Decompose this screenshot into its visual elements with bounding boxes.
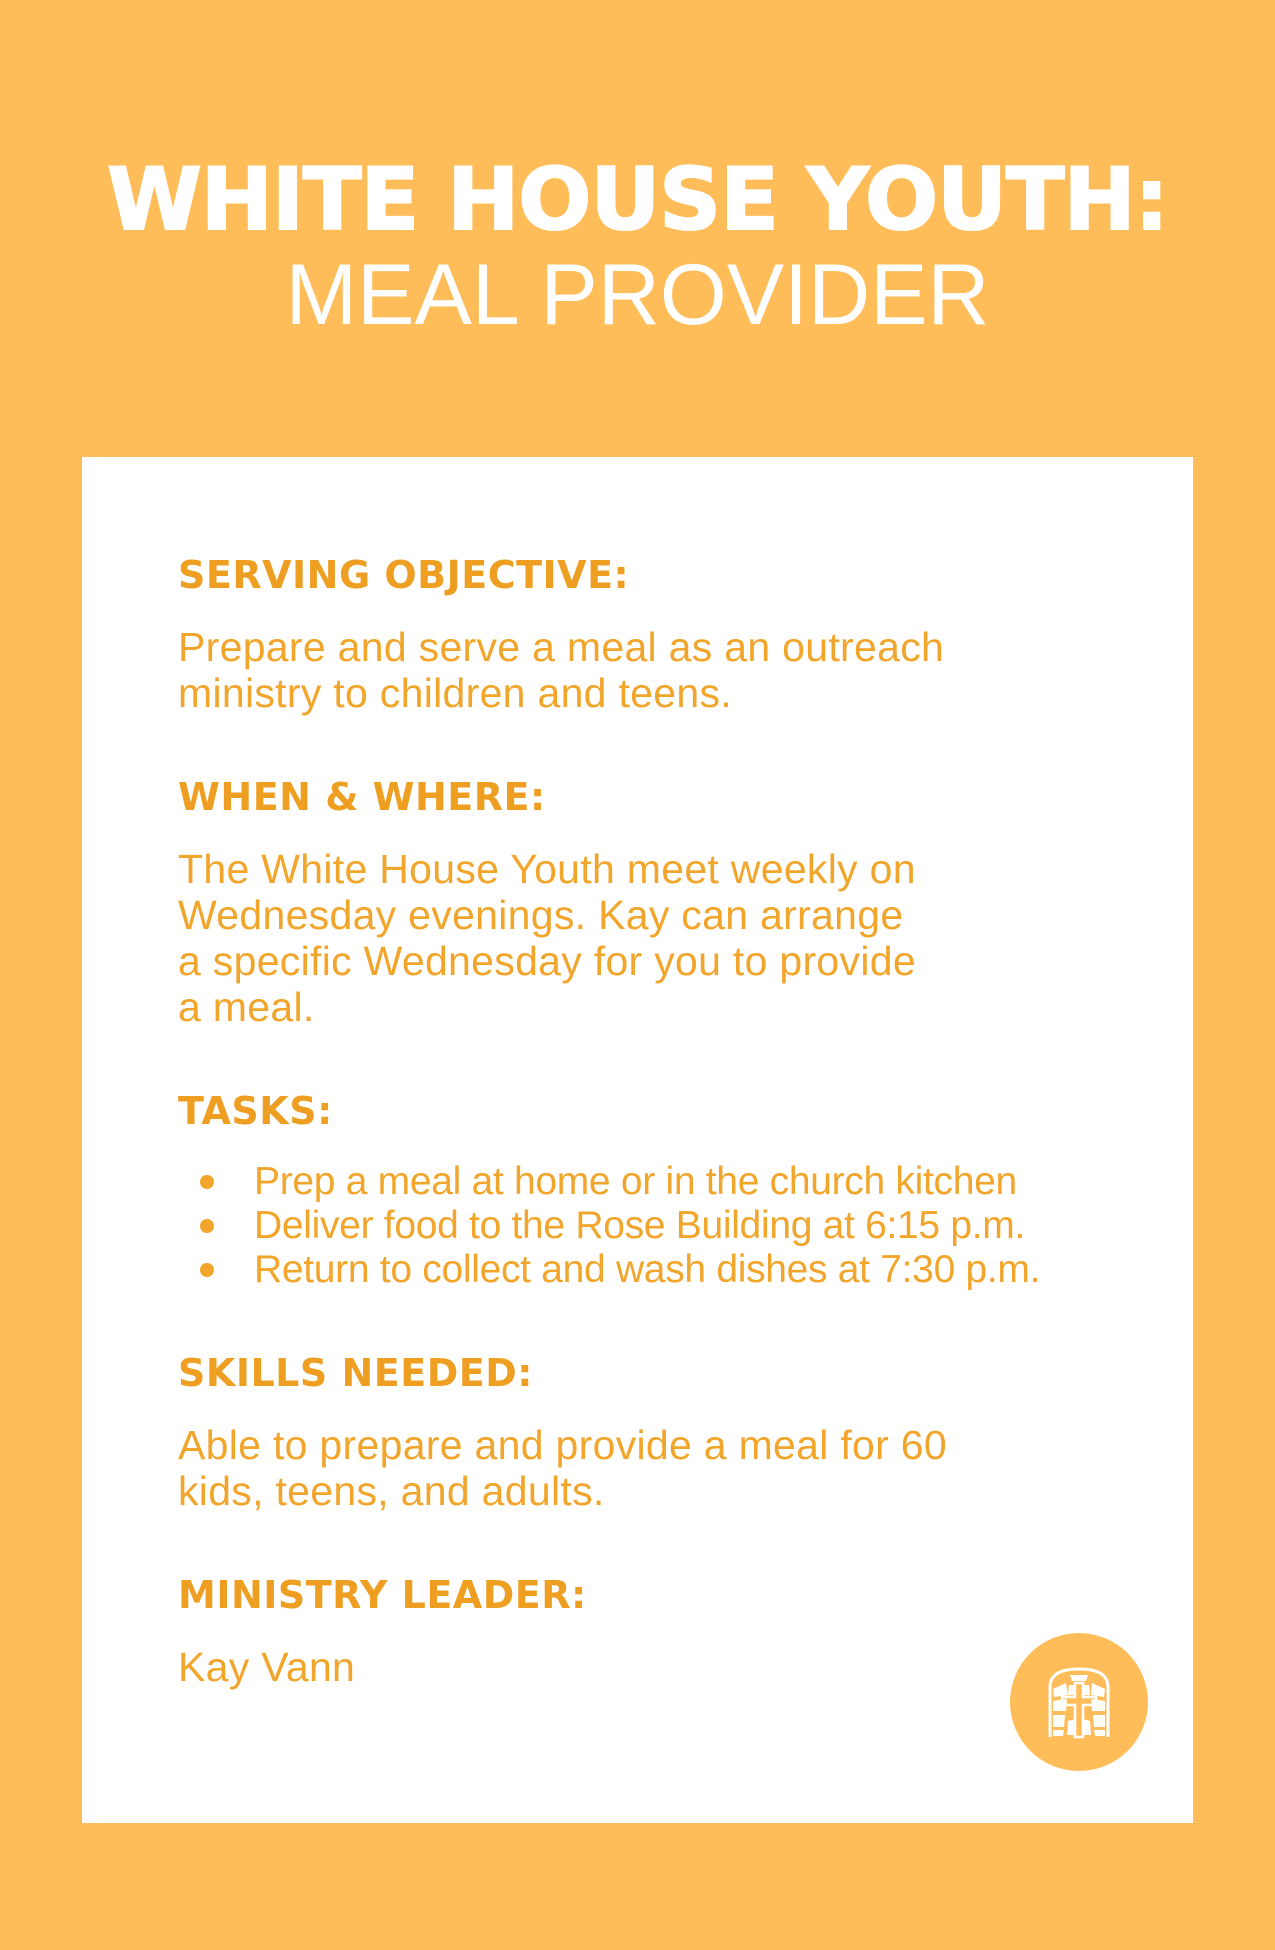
section-heading: SKILLS NEEDED: [178, 1351, 533, 1395]
section-body-line: a specific Wednesday for you to provide [178, 938, 916, 984]
section-body-line: kids, teens, and adults. [178, 1468, 605, 1514]
page-header [0, 150, 1275, 343]
section-body-line: The White House Youth meet weekly on [178, 846, 916, 892]
info-card-content [178, 552, 1138, 1690]
section-body-line: Able to prepare and provide a meal for 60 [178, 1422, 947, 1468]
church-logo [1010, 1633, 1148, 1771]
section-body-line: Wednesday evenings. Kay can arrange [178, 892, 904, 938]
church-mosaic-cross-icon [1044, 1665, 1114, 1739]
section-ministry-leader [178, 1572, 1138, 1690]
section-heading: MINISTRY LEADER: [178, 1573, 587, 1617]
bullet-icon [200, 1263, 214, 1277]
leader-name: Kay Vann [178, 1644, 356, 1690]
list-item [178, 1248, 1138, 1292]
section-body-line: Prepare and serve a meal as an outreach [178, 624, 945, 670]
section-body-line: a meal. [178, 984, 315, 1030]
section-heading: SERVING OBJECTIVE: [178, 553, 630, 597]
task-text: Return to collect and wash dishes at 7:30 p.m. [254, 1248, 1041, 1291]
list-item [178, 1160, 1138, 1204]
bullet-icon [200, 1175, 214, 1189]
task-text: Prep a meal at home or in the church kitchen [254, 1160, 1017, 1203]
section-skills-needed [178, 1350, 1138, 1514]
section-heading: TASKS: [178, 1089, 333, 1133]
section-heading: WHEN & WHERE: [178, 775, 546, 819]
section-tasks [178, 1088, 1138, 1292]
task-text: Deliver food to the Rose Building at 6:15 p.m. [254, 1204, 1025, 1247]
section-serving-objective [178, 552, 1138, 716]
page-title: WHITE HOUSE YOUTH: [107, 150, 1168, 250]
bullet-icon [200, 1219, 214, 1233]
section-when-where [178, 774, 1138, 1030]
page-subtitle: MEAL PROVIDER [285, 247, 990, 343]
section-body-line: ministry to children and teens. [178, 670, 732, 716]
info-card [82, 457, 1193, 1823]
list-item [178, 1204, 1138, 1248]
tasks-list [178, 1160, 1138, 1292]
